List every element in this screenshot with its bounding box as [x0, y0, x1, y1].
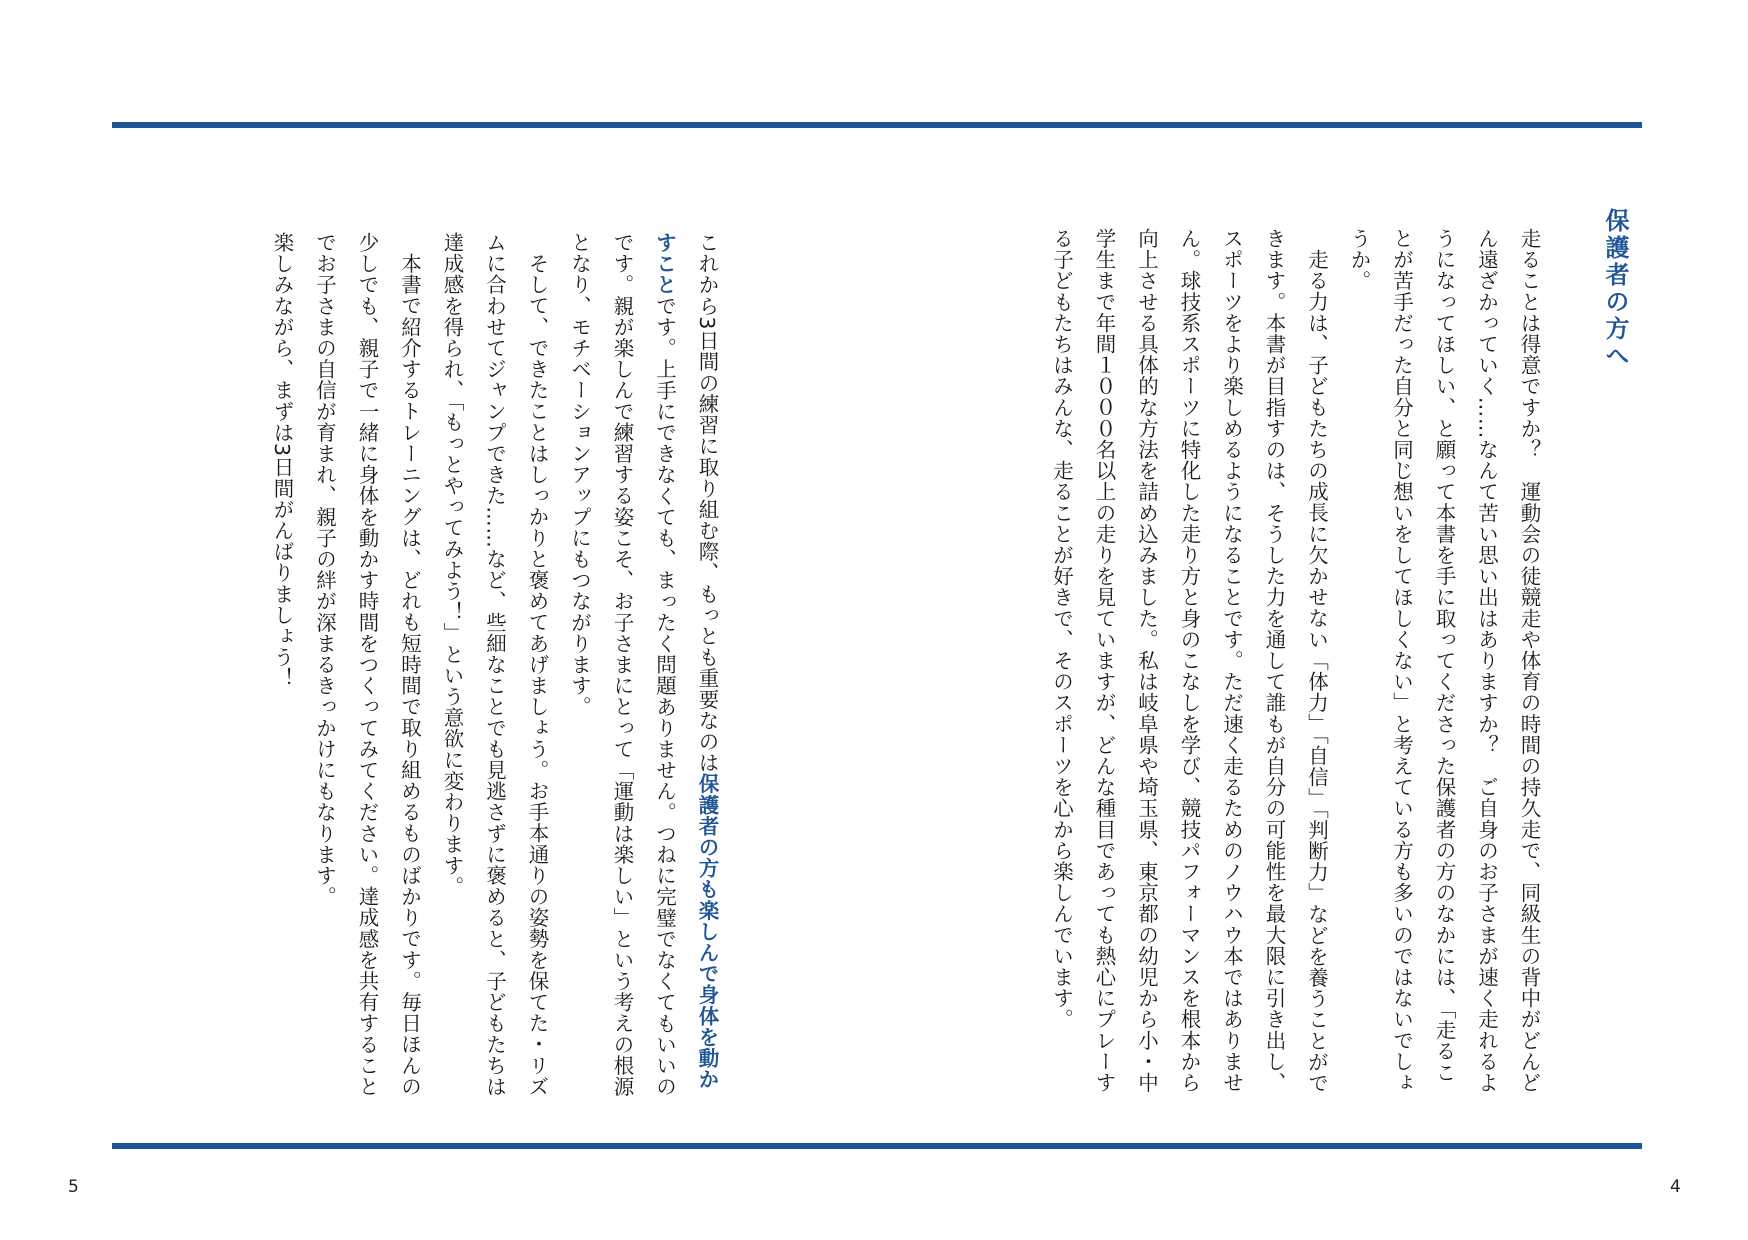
page-number-left: 5 [68, 1177, 79, 1197]
right-page-text [1010, 228, 1550, 1098]
highlight-text: 保護者の方も楽しんで身体を動かすこと [652, 232, 719, 1090]
paragraph-2: 走る力は、子どもたちの成長に欠かせない「体力」「自信」「判断力」などを養うことができます。本書が目指すのは、そうした力を通して誰もが自分の可能性を最大限に引き出し、スポーツをより楽しめるようになることです。ただ速く走るためのノウハウ本ではありません。球技系スポーツに特化した走り方と身のこなしを学び、競技パフォーマンスを根本から向上させる具体的な方法を詰め込みました。私は岐阜県や埼玉県、東京都の幼児から小・中学生まで年間１０００名以上の走りを見ていますが、どんな種目であっても熱心にプレーする子どもたちはみんな、走ることが好きで、そのスポーツを心から楽しんでいます。 [1049, 228, 1329, 1094]
paragraph-3-start: これから3日間の練習に取り組む際、もっとも重要なのは [695, 232, 719, 774]
paragraph-1: 走ることは得意ですか？ 運動会の徒競走や体育の時間の持久走で、同級生の背中がどんどん遠ざかっていく……なんて苦い思い出はありますか？ ご自身のお子さまが速く走れるようになってほしい、と願って本書を手に取ってくださった保護者の方のなかには、「走ることが苦手だった自分と同じ想いをしてほしくない」と考えている方も多いのではないでしょうか。 [1347, 228, 1541, 1094]
paragraph-5: 本書で紹介するトレーニングは、どれも短時間で取り組めるものばかりです。毎日ほんの少しでも、親子で一緒に身体を動かす時間をつくってみてください。達成感を共有することでお子さまの自信が育まれ、親子の絆が深まるきっかけにもなります。 [312, 232, 422, 1098]
top-rule [112, 122, 1642, 128]
section-title: 保護者の方へ [1601, 208, 1629, 370]
bottom-rule [112, 1143, 1642, 1149]
paragraph-3-end: です。上手にできなくても、まったく問題ありません。つねに完璧でなくてもいいのです。親が楽しんで練習する姿こそ、お子さまにとって「運動は楽しい」という考えの根源となり、モチベーションアップにもつながります。 [567, 232, 677, 1098]
page-number-right: 4 [1670, 1177, 1681, 1197]
paragraph-3 [558, 232, 728, 1102]
paragraph-4: そして、できたことはしっかりと褒めてあげましょう。お手本通りの姿勢を保てた・リズムに合わせてジャンプできた……など、些細なことでも見逃さずに褒めると、子どもたちは達成感を得られ、「もっとやってみよう！」という意欲に変わります。 [440, 232, 549, 1098]
left-page-text [248, 232, 728, 1102]
paragraph-6: 楽しみながら、まずは3日間がんばりましょう！ [270, 232, 294, 689]
